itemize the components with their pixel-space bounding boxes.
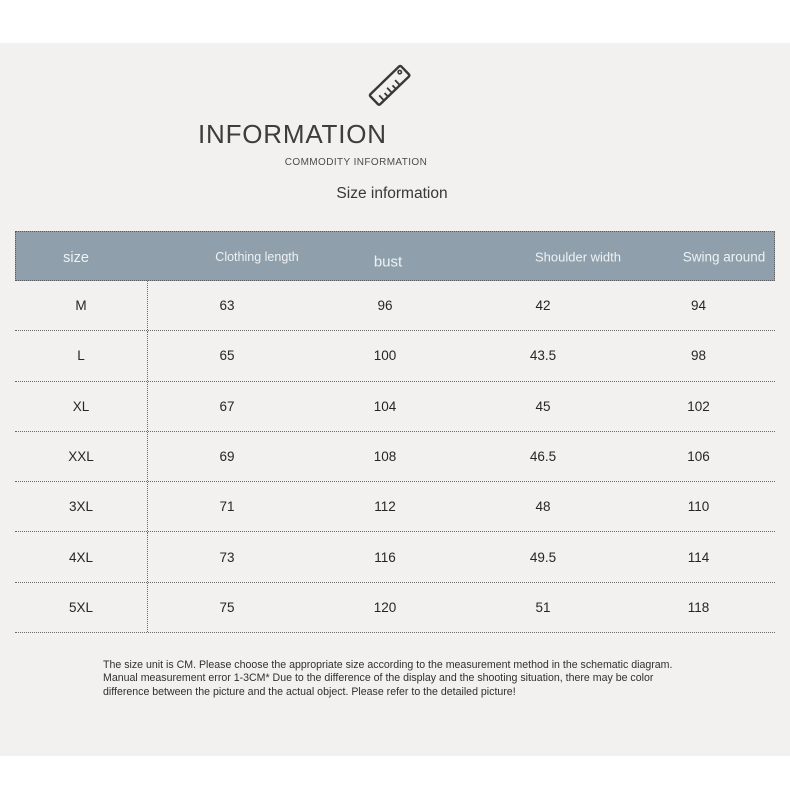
table-cell: 45 xyxy=(535,398,551,414)
table-cell: 42 xyxy=(535,298,551,314)
table-row-l xyxy=(15,331,775,381)
table-row-m xyxy=(15,281,775,331)
footer-note xyxy=(103,659,703,699)
size-label: L xyxy=(15,331,148,380)
table-cell: 73 xyxy=(219,549,235,565)
size-label: XXL xyxy=(15,432,148,481)
column-header-clothing-length: Clothing length xyxy=(215,250,299,264)
table-row-xxl xyxy=(15,432,775,482)
table-cell: 49.5 xyxy=(529,549,557,565)
table-cell: 100 xyxy=(373,348,397,364)
footer-line: The size unit is CM. Please choose the appropriate size according to the measurement method in the schematic diagram. xyxy=(103,659,673,671)
size-label: 5XL xyxy=(15,583,148,632)
table-cell: 51 xyxy=(535,599,551,615)
size-table-body xyxy=(15,281,775,633)
page-subtitle: COMMODITY INFORMATION xyxy=(284,157,428,168)
section-title: Size information xyxy=(336,185,448,202)
column-header-shoulder-width: Shoulder width xyxy=(535,249,621,265)
table-row-5xl xyxy=(15,583,775,633)
table-cell: 104 xyxy=(373,398,397,414)
table-cell: 48 xyxy=(535,499,551,515)
table-cell: 75 xyxy=(219,599,235,615)
table-cell: 114 xyxy=(687,549,710,565)
column-header-bust: bust xyxy=(373,253,403,271)
table-cell: 71 xyxy=(219,499,235,515)
table-cell: 110 xyxy=(687,499,710,515)
size-label: M xyxy=(15,281,148,330)
table-cell: 43.5 xyxy=(529,348,557,364)
table-cell: 116 xyxy=(374,549,396,565)
table-cell: 98 xyxy=(690,348,707,364)
table-cell: 67 xyxy=(219,398,235,414)
table-row-3xl xyxy=(15,482,775,532)
table-cell: 106 xyxy=(687,449,710,465)
column-header-size: size xyxy=(63,250,89,266)
table-cell: 63 xyxy=(219,298,235,314)
table-cell: 118 xyxy=(687,599,710,615)
table-cell: 69 xyxy=(219,449,235,465)
footer-line: difference between the picture and the actual object. Please refer to the detailed picture! xyxy=(103,685,516,698)
table-cell: 96 xyxy=(377,298,393,314)
table-cell: 46.5 xyxy=(529,449,557,465)
table-cell: 112 xyxy=(374,499,396,515)
table-row-xl xyxy=(15,382,775,432)
ruler-icon xyxy=(364,58,416,112)
column-header-swing-around: Swing around xyxy=(682,249,766,265)
footer-line: Manual measurement error 1-3CM* Due to the difference of the display and the shooting situation, there may be color xyxy=(103,672,654,685)
table-cell: 120 xyxy=(373,599,397,615)
size-label: 3XL xyxy=(15,482,148,531)
table-row-4xl xyxy=(15,532,775,582)
table-cell: 94 xyxy=(690,298,707,314)
table-cell: 102 xyxy=(687,398,710,414)
page-title: INFORMATION xyxy=(198,119,387,149)
size-label: 4XL xyxy=(15,532,148,581)
size-label: XL xyxy=(15,382,148,431)
size-table-header xyxy=(15,231,775,281)
size-table xyxy=(15,231,775,633)
table-cell: 65 xyxy=(219,348,235,364)
table-cell: 108 xyxy=(373,449,397,465)
